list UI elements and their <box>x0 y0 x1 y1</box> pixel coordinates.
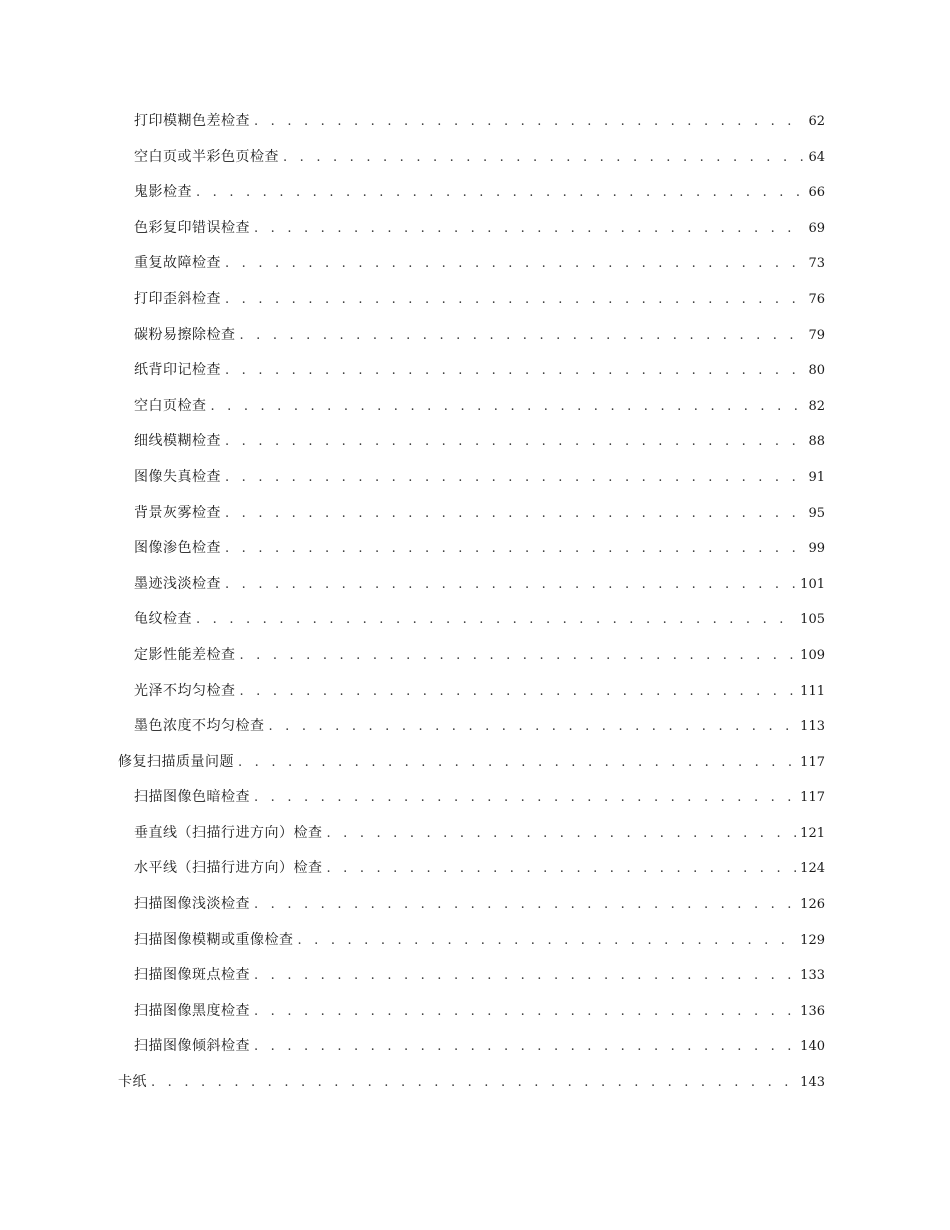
toc-entry[interactable] <box>0 1029 950 1065</box>
toc-entry-title: 背景灰雾检查 <box>134 504 221 521</box>
toc-entry[interactable] <box>0 531 950 567</box>
toc-dot-leader <box>151 1065 797 1101</box>
toc-dot-leader <box>254 1029 797 1065</box>
toc-entry-page-number: 101 <box>800 576 825 592</box>
toc-dot-leader <box>225 531 805 567</box>
toc-dot-leader <box>211 389 806 425</box>
toc-entry-title: 图像失真检查 <box>134 468 221 485</box>
toc-dot-leader <box>283 140 805 176</box>
toc-entry-page-number: 79 <box>808 327 825 343</box>
toc-entry[interactable] <box>0 1065 950 1101</box>
toc-entry[interactable] <box>0 318 950 354</box>
toc-entry-page-number: 117 <box>800 790 825 806</box>
toc-entry[interactable] <box>0 496 950 532</box>
toc-entry-title: 图像渗色检查 <box>134 540 221 557</box>
toc-entry-title: 鬼影检查 <box>134 184 192 201</box>
toc-entry-title: 扫描图像模糊或重像检查 <box>134 931 294 948</box>
toc-dot-leader <box>254 887 797 923</box>
toc-entry[interactable] <box>0 353 950 389</box>
toc-entry[interactable] <box>0 887 950 923</box>
toc-entry[interactable] <box>0 567 950 603</box>
toc-entry-title: 扫描图像倾斜检查 <box>134 1038 250 1055</box>
toc-entry-title: 墨色浓度不均匀检查 <box>134 718 265 735</box>
toc-entry-title: 卡纸 <box>118 1074 147 1091</box>
toc-dot-leader <box>240 638 798 674</box>
toc-dot-leader <box>225 282 805 318</box>
toc-dot-leader <box>238 745 797 781</box>
toc-dot-leader <box>240 674 798 710</box>
toc-entry-page-number: 121 <box>800 825 825 841</box>
toc-entry[interactable] <box>0 816 950 852</box>
toc-entry-title: 垂直线（扫描行进方向）检查 <box>134 824 323 841</box>
toc-entry-page-number: 117 <box>800 754 825 770</box>
toc-entry-page-number: 105 <box>800 612 825 628</box>
toc-dot-leader <box>225 460 805 496</box>
toc-entry[interactable] <box>0 709 950 745</box>
toc-entry[interactable] <box>0 211 950 247</box>
toc-entry-page-number: 64 <box>808 149 825 165</box>
toc-entry-page-number: 91 <box>808 469 825 485</box>
toc-entry[interactable] <box>0 745 950 781</box>
toc-entry[interactable] <box>0 923 950 959</box>
toc-entry-title: 扫描图像斑点检查 <box>134 967 250 984</box>
toc-dot-leader <box>254 104 805 140</box>
toc-entry-title: 重复故障检查 <box>134 255 221 272</box>
toc-entry-title: 空白页检查 <box>134 397 207 414</box>
toc-entry-title: 碳粉易擦除检查 <box>134 326 236 343</box>
toc-dot-leader <box>298 923 798 959</box>
toc-entry-page-number: 73 <box>808 256 825 272</box>
toc-dot-leader <box>254 958 797 994</box>
toc-entry[interactable] <box>0 851 950 887</box>
toc-entry-title: 龟纹检查 <box>134 611 192 628</box>
toc-entry-title: 打印模糊色差检查 <box>134 113 250 129</box>
toc-entry-page-number: 62 <box>808 114 825 129</box>
toc-entry-title: 光泽不均匀检查 <box>134 682 236 699</box>
toc-dot-leader <box>196 602 797 638</box>
toc-entry[interactable] <box>0 602 950 638</box>
toc-entry-page-number: 80 <box>808 363 825 379</box>
toc-entry[interactable] <box>0 424 950 460</box>
toc-entry[interactable] <box>0 780 950 816</box>
toc-entry-title: 扫描图像浅淡检查 <box>134 896 250 913</box>
toc-entry-title: 扫描图像黑度检查 <box>134 1002 250 1019</box>
toc-entry-title: 扫描图像色暗检查 <box>134 789 250 806</box>
toc-entry[interactable] <box>0 140 950 176</box>
toc-entry[interactable] <box>0 994 950 1030</box>
toc-entry[interactable] <box>0 958 950 994</box>
toc-entry-page-number: 69 <box>808 220 825 236</box>
toc-entry-title: 色彩复印错误检查 <box>134 219 250 236</box>
toc-entry[interactable] <box>0 282 950 318</box>
toc-dot-leader <box>327 851 798 887</box>
toc-dot-leader <box>254 780 797 816</box>
toc-entry-page-number: 143 <box>800 1075 825 1091</box>
table-of-contents <box>0 104 950 1101</box>
toc-dot-leader <box>225 496 805 532</box>
toc-entry-page-number: 95 <box>808 505 825 521</box>
toc-entry-page-number: 82 <box>808 398 825 414</box>
toc-entry[interactable] <box>0 104 950 140</box>
toc-entry[interactable] <box>0 389 950 425</box>
toc-entry-page-number: 109 <box>800 647 825 663</box>
toc-entry-title: 打印歪斜检查 <box>134 290 221 307</box>
toc-entry-title: 水平线（扫描行进方向）检查 <box>134 860 323 877</box>
toc-entry-page-number: 88 <box>808 434 825 450</box>
toc-entry-page-number: 140 <box>800 1039 825 1055</box>
toc-dot-leader <box>254 211 805 247</box>
toc-entry-title: 定影性能差检查 <box>134 646 236 663</box>
toc-entry-page-number: 66 <box>808 185 825 201</box>
toc-entry-page-number: 99 <box>808 541 825 557</box>
toc-dot-leader <box>254 994 797 1030</box>
toc-dot-leader <box>196 175 805 211</box>
toc-entry[interactable] <box>0 460 950 496</box>
toc-dot-leader <box>269 709 798 745</box>
toc-dot-leader <box>327 816 798 852</box>
toc-entry-title: 空白页或半彩色页检查 <box>134 148 279 165</box>
toc-entry-page-number: 113 <box>800 719 825 735</box>
toc-entry-title: 修复扫描质量问题 <box>118 753 234 770</box>
toc-entry-page-number: 124 <box>800 861 825 877</box>
toc-dot-leader <box>225 353 805 389</box>
toc-entry-page-number: 129 <box>800 932 825 948</box>
toc-entry[interactable] <box>0 175 950 211</box>
toc-entry-page-number: 126 <box>800 897 825 913</box>
toc-entry-title: 纸背印记检查 <box>134 362 221 379</box>
toc-entry-title: 细线模糊检查 <box>134 433 221 450</box>
toc-entry-page-number: 133 <box>800 968 825 984</box>
toc-dot-leader <box>225 424 805 460</box>
toc-dot-leader <box>225 246 805 282</box>
toc-entry[interactable] <box>0 638 950 674</box>
toc-entry[interactable] <box>0 674 950 710</box>
toc-dot-leader <box>240 318 806 354</box>
toc-entry[interactable] <box>0 246 950 282</box>
toc-entry-page-number: 76 <box>808 291 825 307</box>
toc-entry-page-number: 136 <box>800 1003 825 1019</box>
toc-entry-page-number: 111 <box>800 683 825 699</box>
toc-entry-title: 墨迹浅淡检查 <box>134 575 221 592</box>
toc-dot-leader <box>225 567 797 603</box>
